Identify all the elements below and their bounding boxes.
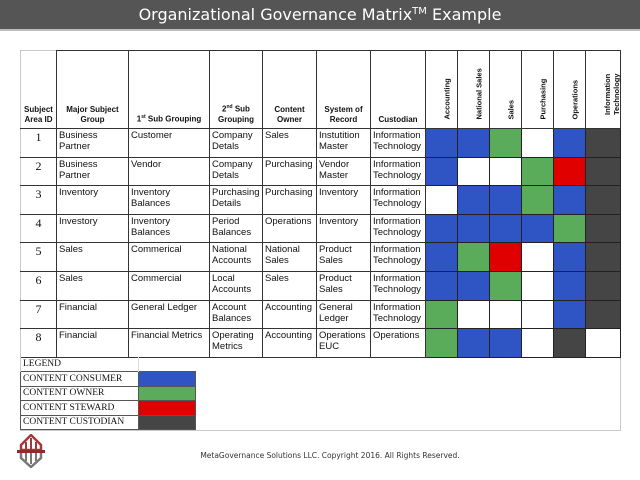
content-owner-cell: Operations [263,214,317,243]
legend-label: CONTENT CUSTODIAN [21,415,139,430]
col-header-sub1: 1st Sub Grouping [129,51,210,129]
matrix-cell-custodian [586,129,621,158]
legend-swatch-consumer [139,372,196,387]
content-owner-cell: Purchasing [263,157,317,186]
matrix-cell-owner [490,129,522,158]
custodian-cell: Information Technology [371,157,426,186]
system-of-record-cell: General Ledger [317,300,371,329]
matrix-cell-consumer [554,129,586,158]
legend-title: LEGEND [21,357,139,372]
system-of-record-cell: Inventory [317,186,371,215]
col-header-national-sales: National Sales [458,51,490,129]
major-subject-group-cell: Business Partner [57,157,129,186]
header-row [21,51,621,129]
legend-item-steward [21,401,196,416]
matrix-cell-none [586,329,621,358]
sub-grouping-1-cell: Commerical [129,243,210,272]
trademark-sup: TM [412,6,427,17]
matrix-cell-consumer [458,186,490,215]
table-row [21,129,621,158]
col-header-major: Major Subject Group [57,51,129,129]
matrix-cell-consumer [426,129,458,158]
legend-table [20,357,196,430]
matrix-cell-consumer [426,271,458,300]
sub-grouping-2-cell: Local Accounts [210,271,263,300]
table-row [21,271,621,300]
content-owner-cell: Accounting [263,329,317,358]
subject-area-id-cell: 1 [21,129,57,158]
legend-header-row [21,357,196,372]
major-subject-group-cell: Sales [57,271,129,300]
legend-swatch-steward [139,401,196,416]
matrix-cell-owner [490,271,522,300]
matrix-cell-none [490,157,522,186]
matrix-cell-consumer [426,214,458,243]
sub-grouping-1-cell: General Ledger [129,300,210,329]
table-row [21,300,621,329]
sub-grouping-2-cell: National Accounts [210,243,263,272]
legend-item-owner [21,386,196,401]
sub-grouping-2-cell: Company Detals [210,157,263,186]
matrix-cell-owner [426,300,458,329]
system-of-record-cell: Instutition Master [317,129,371,158]
sub-grouping-2-cell: Purchasing Details [210,186,263,215]
matrix-cell-custodian [586,271,621,300]
table-row [21,243,621,272]
system-of-record-cell: Product Sales [317,271,371,300]
custodian-cell: Information Technology [371,243,426,272]
major-subject-group-cell: Sales [57,243,129,272]
sub-grouping-1-cell: Commercial [129,271,210,300]
matrix-cell-consumer [554,186,586,215]
matrix-cell-none [522,243,554,272]
matrix-cell-consumer [554,243,586,272]
matrix-cell-custodian [586,243,621,272]
major-subject-group-cell: Inventory [57,186,129,215]
major-subject-group-cell: Business Partner [57,129,129,158]
matrix-cell-none [522,329,554,358]
sub-grouping-2-cell: Account Balances [210,300,263,329]
matrix-cell-steward [490,243,522,272]
custodian-cell: Information Technology [371,129,426,158]
custodian-cell: Information Technology [371,300,426,329]
col-header-custodian: Custodian [371,51,426,129]
copyright-text: MetaGovernance Solutions LLC. Copyright 2016. All Rights Reserved. [200,451,460,460]
title-bar [0,0,640,31]
custodian-cell: Information Technology [371,214,426,243]
matrix-cell-consumer [458,129,490,158]
governance-matrix-table [20,50,621,358]
matrix-cell-consumer [490,186,522,215]
major-subject-group-cell: Financial [57,329,129,358]
legend-swatch-owner [139,386,196,401]
page-title-suffix: Example [426,5,502,24]
matrix-cell-custodian [586,214,621,243]
matrix-cell-none [490,300,522,329]
subject-area-id-cell: 7 [21,300,57,329]
matrix-cell-consumer [426,157,458,186]
subject-area-id-cell: 3 [21,186,57,215]
matrix-cell-consumer [490,214,522,243]
system-of-record-cell: Inventory [317,214,371,243]
matrix-cell-none [426,186,458,215]
system-of-record-cell: Operations EUC [317,329,371,358]
subject-area-id-cell: 2 [21,157,57,186]
sub-grouping-1-cell: Financial Metrics [129,329,210,358]
matrix-cell-owner [426,329,458,358]
table-row [21,157,621,186]
sub-grouping-1-cell: Vendor [129,157,210,186]
matrix-cell-consumer [426,243,458,272]
content-owner-cell: Sales [263,129,317,158]
matrix-cell-consumer [458,214,490,243]
legend-label: CONTENT CONSUMER [21,372,139,387]
matrix-cell-none [522,271,554,300]
matrix-cell-custodian [586,300,621,329]
subject-area-id-cell: 6 [21,271,57,300]
matrix-cell-owner [522,157,554,186]
sub-grouping-1-cell: Customer [129,129,210,158]
matrix-cell-custodian [554,329,586,358]
matrix-cell-none [522,129,554,158]
table-row [21,186,621,215]
custodian-cell: Information Technology [371,271,426,300]
sub-grouping-2-cell: Operating Metrics [210,329,263,358]
matrix-cell-consumer [554,300,586,329]
legend-label: CONTENT OWNER [21,386,139,401]
col-header-id: Subject Area ID [21,51,57,129]
col-header-sub2: 2nd Sub Grouping [210,51,263,129]
legend-swatch-custodian [139,415,196,430]
sub-grouping-1-cell: Inventory Balances [129,214,210,243]
subject-area-id-cell: 5 [21,243,57,272]
matrix-cell-consumer [490,329,522,358]
matrix-cell-owner [458,243,490,272]
col-header-accounting: Accounting [426,51,458,129]
col-header-operations: Operations [554,51,586,129]
page-title: Organizational Governance Matrix [138,5,413,24]
system-of-record-cell: Product Sales [317,243,371,272]
major-subject-group-cell: Investory [57,214,129,243]
table-row [21,214,621,243]
matrix-cell-owner [522,186,554,215]
col-header-owner: Content Owner [263,51,317,129]
sub-grouping-1-cell: Inventory Balances [129,186,210,215]
col-header-purchasing: Purchasing [522,51,554,129]
legend-item-consumer [21,372,196,387]
content-owner-cell: Sales [263,271,317,300]
matrix-cell-custodian [586,186,621,215]
matrix-cell-custodian [586,157,621,186]
legend-label: CONTENT STEWARD [21,401,139,416]
major-subject-group-cell: Financial [57,300,129,329]
col-header-sales: Sales [490,51,522,129]
matrix-cell-none [458,157,490,186]
matrix-cell-consumer [522,214,554,243]
matrix-cell-none [458,300,490,329]
matrix-cell-consumer [458,329,490,358]
matrix-cell-steward [554,157,586,186]
custodian-cell: Information Technology [371,186,426,215]
content-owner-cell: Accounting [263,300,317,329]
subject-area-id-cell: 4 [21,214,57,243]
custodian-cell: Operations [371,329,426,358]
system-of-record-cell: Vendor Master [317,157,371,186]
matrix-cell-consumer [554,271,586,300]
content-owner-cell: Purchasing [263,186,317,215]
matrix-cell-consumer [458,271,490,300]
legend-item-custodian [21,415,196,430]
matrix-cell-owner [554,214,586,243]
sub-grouping-2-cell: Company Detals [210,129,263,158]
col-header-sor: System of Record [317,51,371,129]
subject-area-id-cell: 8 [21,329,57,358]
col-header-information-technology: Information Technology [586,51,621,129]
matrix-cell-none [522,300,554,329]
sub-grouping-2-cell: Period Balances [210,214,263,243]
table-row [21,329,621,358]
content-owner-cell: National Sales [263,243,317,272]
